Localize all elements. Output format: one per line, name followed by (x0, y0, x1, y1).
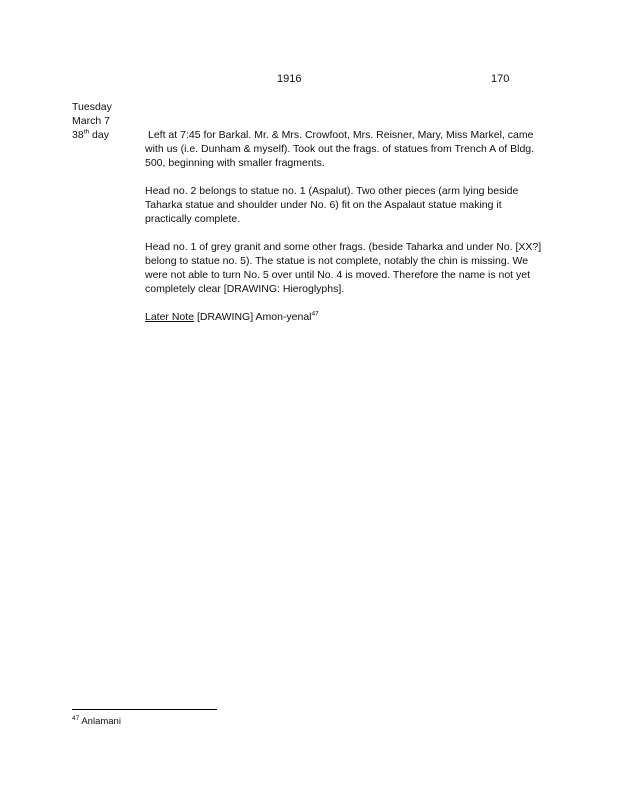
footnote (72, 716, 121, 727)
paragraph-1: Left at 7:45 for Barkal. Mr. & Mrs. Crowfoot, Mrs. Reisner, Mary, Miss Markel, came with us (i.e. Dunham & myself). Took out the frags. of statues from Trench A of Bldg. 500, beginning with smaller fragments. (145, 129, 535, 169)
weekday: Tuesday (72, 101, 112, 113)
day-number: 38 (72, 129, 84, 141)
day-suffix: th (83, 128, 90, 136)
day-count (72, 128, 112, 142)
footnote-divider (72, 709, 217, 710)
diary-entry (145, 128, 545, 338)
footnote-ref: 47 (311, 310, 319, 318)
page-number: 170 (491, 73, 510, 85)
date: March 7 (72, 115, 110, 127)
later-note-label: Later Note (145, 311, 195, 323)
later-note-text: [DRAWING] Amon-yenal (194, 311, 312, 323)
footnote-text: Anlamani (79, 716, 121, 727)
day-word: day (89, 129, 109, 141)
later-note (145, 310, 545, 324)
paragraph-2: Head no. 2 belongs to statue no. 1 (Aspalut). Two other pieces (arm lying beside Taharka statue and shoulder under No. 6) fit on the Aspalaut statue making it practically complete. (145, 185, 519, 225)
dateline (72, 100, 112, 142)
paragraph-3: Head no. 1 of grey granit and some other frags. (beside Taharka and under No. [XX?] belong to statue no. 5). The statue is not complete, notably the chin is missing. We were not able to turn No. 5 over until No. 4 is moved. Therefore the name is not yet completely clear [DRAWING: Hieroglyphs]. (145, 241, 542, 295)
page-year: 1916 (277, 73, 302, 85)
footnote-number: 47 (72, 714, 80, 722)
